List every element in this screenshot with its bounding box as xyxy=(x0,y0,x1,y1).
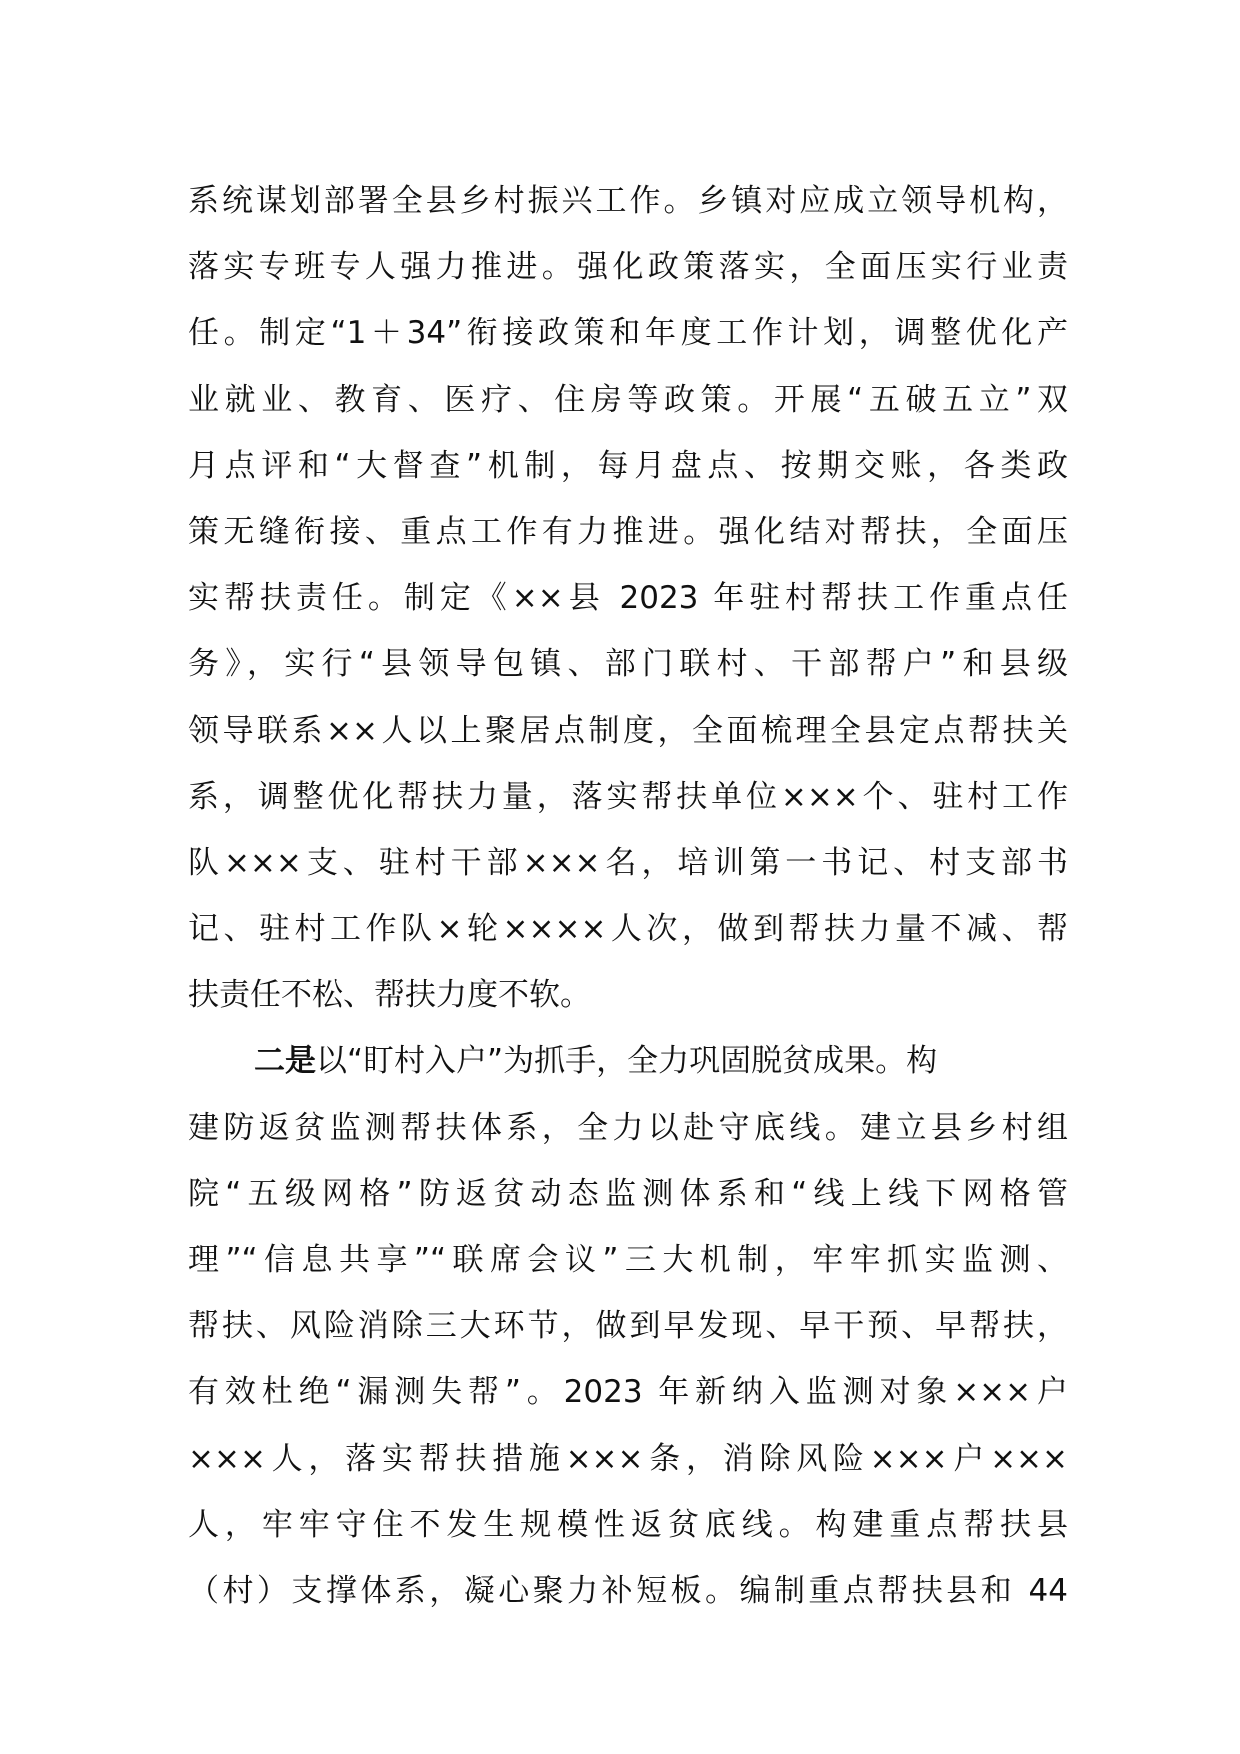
paragraph-1 xyxy=(188,168,1068,1028)
text-line: 帮扶、风险消除三大环节，做到早发现、早干预、早帮扶， xyxy=(188,1308,1068,1345)
text-line: 队×××支、驻村干部×××名，培训第一书记、村支部书 xyxy=(188,844,1068,881)
text-line: 策无缝衔接、重点工作有力推进。强化结对帮扶，全面压 xyxy=(188,513,1068,550)
text-line: （村）支撑体系，凝心聚力补短板。编制重点帮扶县和 44 xyxy=(188,1572,1068,1609)
text-line: 人，牢牢守住不发生规模性返贫底线。构建重点帮扶县 xyxy=(188,1506,1068,1543)
text-line: 领导联系××人以上聚居点制度，全面梳理全县定点帮扶关 xyxy=(188,712,1068,749)
text-line: 月点评和“大督查”机制，每月盘点、按期交账，各类政 xyxy=(188,447,1068,484)
text-line: 院“五级网格”防返贫动态监测体系和“线上线下网格管 xyxy=(188,1175,1068,1212)
text-line: 系统谋划部署全县乡村振兴工作。乡镇对应成立领导机构， xyxy=(188,183,1068,219)
text-line: 记、驻村工作队×轮××××人次，做到帮扶力量不减、帮 xyxy=(188,911,1068,948)
paragraph-first-line-text: 以“盯村入户”为抓手，全力巩固脱贫成果。构 xyxy=(316,1043,938,1080)
text-line: 理”“信息共享”“联席会议”三大机制，牢牢抓实监测、 xyxy=(188,1242,1068,1278)
text-line: 实帮扶责任。制定《××县 2023 年驻村帮扶工作重点任 xyxy=(188,580,1068,617)
text-line: 落实专班专人强力推进。强化政策落实，全面压实行业责 xyxy=(188,249,1068,286)
text-line: 系，调整优化帮扶力量，落实帮扶单位×××个、驻村工作 xyxy=(188,778,1068,815)
text-line: 任。制定“1＋34”衔接政策和年度工作计划，调整优化产 xyxy=(188,315,1068,352)
paragraph-2-first-line xyxy=(188,1028,1068,1094)
text-line: 务》，实行“县领导包镇、部门联村、干部帮户”和县级 xyxy=(188,646,1068,683)
text-line: 业就业、教育、医疗、住房等政策。开展“五破五立”双 xyxy=(188,381,1068,418)
body-text xyxy=(188,168,1068,1624)
text-line: 建防返贫监测帮扶体系，全力以赴守底线。建立县乡村组 xyxy=(188,1109,1068,1146)
text-line: 有效杜绝“漏测失帮”。2023 年新纳入监测对象×××户 xyxy=(188,1374,1068,1411)
text-line-last: 扶责任不松、帮扶力度不软。 xyxy=(188,977,591,1014)
paragraph-lead: 二是 xyxy=(254,1043,316,1080)
text-line: ×××人，落实帮扶措施×××条，消除风险×××户××× xyxy=(188,1440,1068,1477)
paragraph-2 xyxy=(188,1028,1068,1624)
